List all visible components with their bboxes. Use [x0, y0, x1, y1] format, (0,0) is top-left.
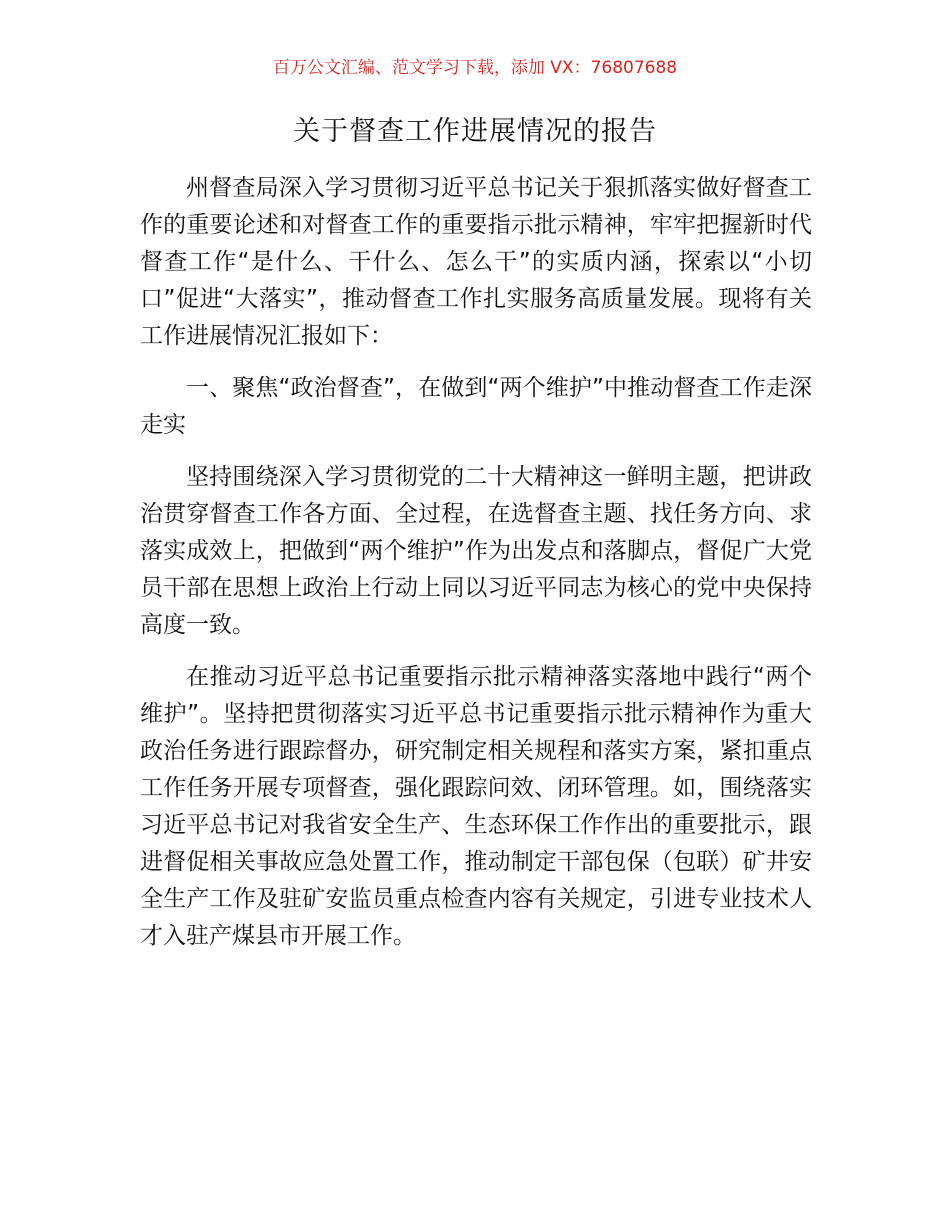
- paragraph-2: 坚持围绕深入学习贯彻党的二十大精神这一鲜明主题，把讲政治贯穿督查工作各方面、全过程，在选督查主题、找任务方向、求落实成效上，把做到“两个维护”作为出发点和落脚点，督促广大党员干部在思想上政治上行动上同以习近平同志为核心的党中央保持高度一致。: [140, 464, 812, 638]
- header-promo-note: 百万公文汇编、范文学习下载，添加 VX：76807688: [272, 58, 678, 78]
- section-heading-1: 一、聚焦“政治督查”，在做到“两个维护”中推动督查工作走深走实: [140, 375, 812, 438]
- document-title: 关于督查工作进展情况的报告: [293, 116, 657, 147]
- paragraph-3: 在推动习近平总书记重要指示批示精神落实落地中践行“两个维护”。坚持把贯彻落实习近平总书记重要指示批示精神作为重大政治任务进行跟踪督办，研究制定相关规程和落实方案，紧扣重点工作任务开展专项督查，强化跟踪问效、闭环管理。如，围绕落实习近平总书记对我省安全生产、生态环保工作作出的重要批示，跟进督促相关事故应急处置工作，推动制定干部包保（包联）矿井安全生产工作及驻矿安监员重点检查内容有关规定，引进专业技术人才入驻产煤县市开展工作。: [140, 664, 812, 949]
- document-body: [140, 170, 812, 970]
- paragraph-intro: 州督查局深入学习贯彻习近平总书记关于狠抓落实做好督查工作的重要论述和对督查工作的重要指示批示精神，牢牢把握新时代督查工作“是什么、干什么、怎么干”的实质内涵，探索以“小切口”促进“大落实”，推动督查工作扎实服务高质量发展。现将有关工作进展情况汇报如下：: [140, 175, 812, 349]
